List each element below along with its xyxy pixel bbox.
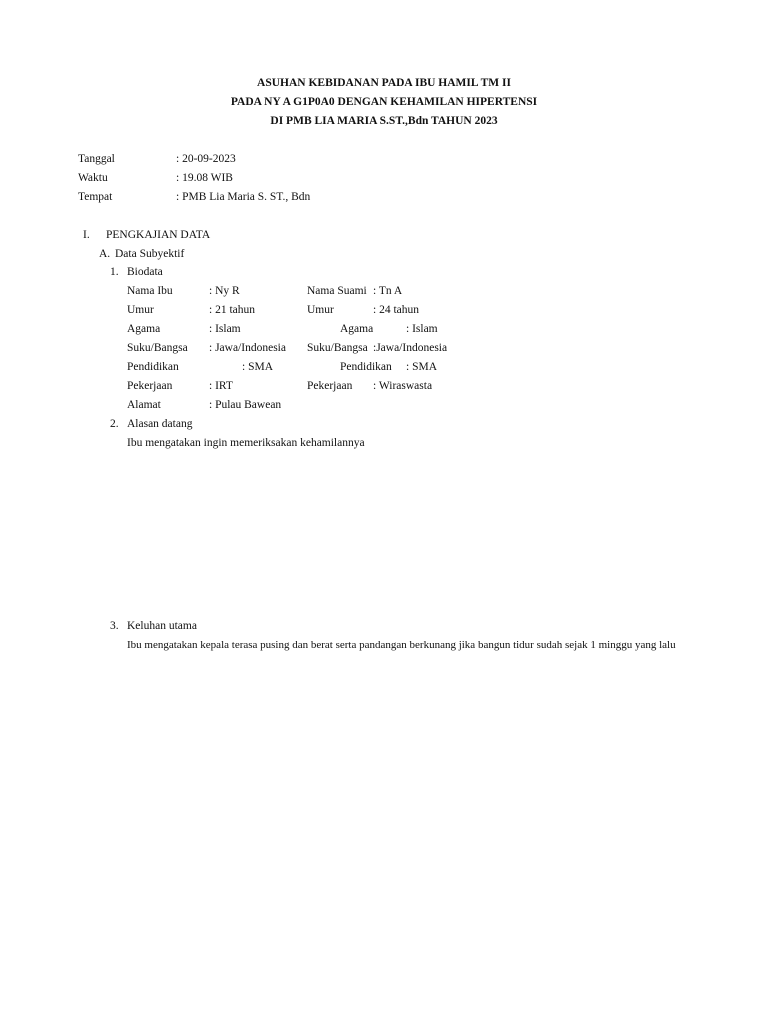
tanggal-value: : 20-09-2023: [176, 153, 236, 165]
biodata-label: Umur: [127, 304, 154, 316]
biodata-value: : Tn A: [373, 285, 403, 297]
biodata-value: : 21 tahun: [209, 304, 255, 316]
biodata-label: Nama Ibu: [127, 285, 173, 297]
subsection-letter: A.: [99, 248, 111, 260]
waktu-label: Waktu: [78, 172, 108, 184]
tanggal-label: Tanggal: [78, 153, 115, 165]
keluhan-text: Ibu mengatakan kepala terasa pusing dan berat serta pandangan berkunang jika bangun tidur sudah sejak 1 minggu yang lalu: [127, 639, 676, 651]
alasan-title: Alasan datang: [127, 418, 193, 430]
biodata-value: :Jawa/Indonesia: [373, 342, 448, 354]
biodata-label: Suku/Bangsa: [127, 342, 188, 354]
biodata-label: Agama: [127, 323, 161, 335]
keluhan-title: Keluhan utama: [127, 620, 197, 632]
biodata-label: Agama: [340, 323, 374, 335]
keluhan-number: 3.: [110, 620, 119, 632]
alasan-number: 2.: [110, 418, 119, 430]
biodata-label: Pendidikan: [127, 361, 179, 373]
tempat-value: : PMB Lia Maria S. ST., Bdn: [176, 191, 311, 203]
biodata-label: Suku/Bangsa: [307, 342, 368, 354]
biodata-value: : 24 tahun: [373, 304, 419, 316]
biodata-value: : Ny R: [209, 285, 240, 297]
section-number: I.: [83, 229, 90, 241]
biodata-label: Nama Suami: [307, 285, 367, 297]
biodata-value: : Pulau Bawean: [209, 399, 282, 411]
doc-title-line-1: ASUHAN KEBIDANAN PADA IBU HAMIL TM II: [257, 77, 511, 89]
biodata-value: : Islam: [406, 323, 438, 335]
alasan-text: Ibu mengatakan ingin memeriksakan kehamilannya: [127, 437, 365, 449]
biodata-value: : Wiraswasta: [373, 380, 433, 392]
biodata-label: Pekerjaan: [127, 380, 173, 392]
biodata-value: : Islam: [209, 323, 241, 335]
doc-title-line-3: DI PMB LIA MARIA S.ST.,Bdn TAHUN 2023: [270, 115, 498, 127]
biodata-label: Pendidikan: [340, 361, 392, 373]
biodata-value: : SMA: [406, 361, 437, 373]
biodata-value: : IRT: [209, 380, 233, 392]
biodata-label: Umur: [307, 304, 334, 316]
biodata-value: : SMA: [242, 361, 273, 373]
tempat-label: Tempat: [78, 191, 113, 203]
section-title: PENGKAJIAN DATA: [106, 229, 211, 241]
biodata-label: Pekerjaan: [307, 380, 353, 392]
biodata-number: 1.: [110, 266, 119, 278]
biodata-value: : Jawa/Indonesia: [209, 342, 286, 354]
subsection-title: Data Subyektif: [115, 248, 185, 260]
biodata-title: Biodata: [127, 266, 163, 278]
waktu-value: : 19.08 WIB: [176, 172, 233, 184]
doc-title-line-2: PADA NY A G1P0A0 DENGAN KEHAMILAN HIPERTENSI: [230, 96, 538, 108]
biodata-label: Alamat: [127, 399, 161, 411]
